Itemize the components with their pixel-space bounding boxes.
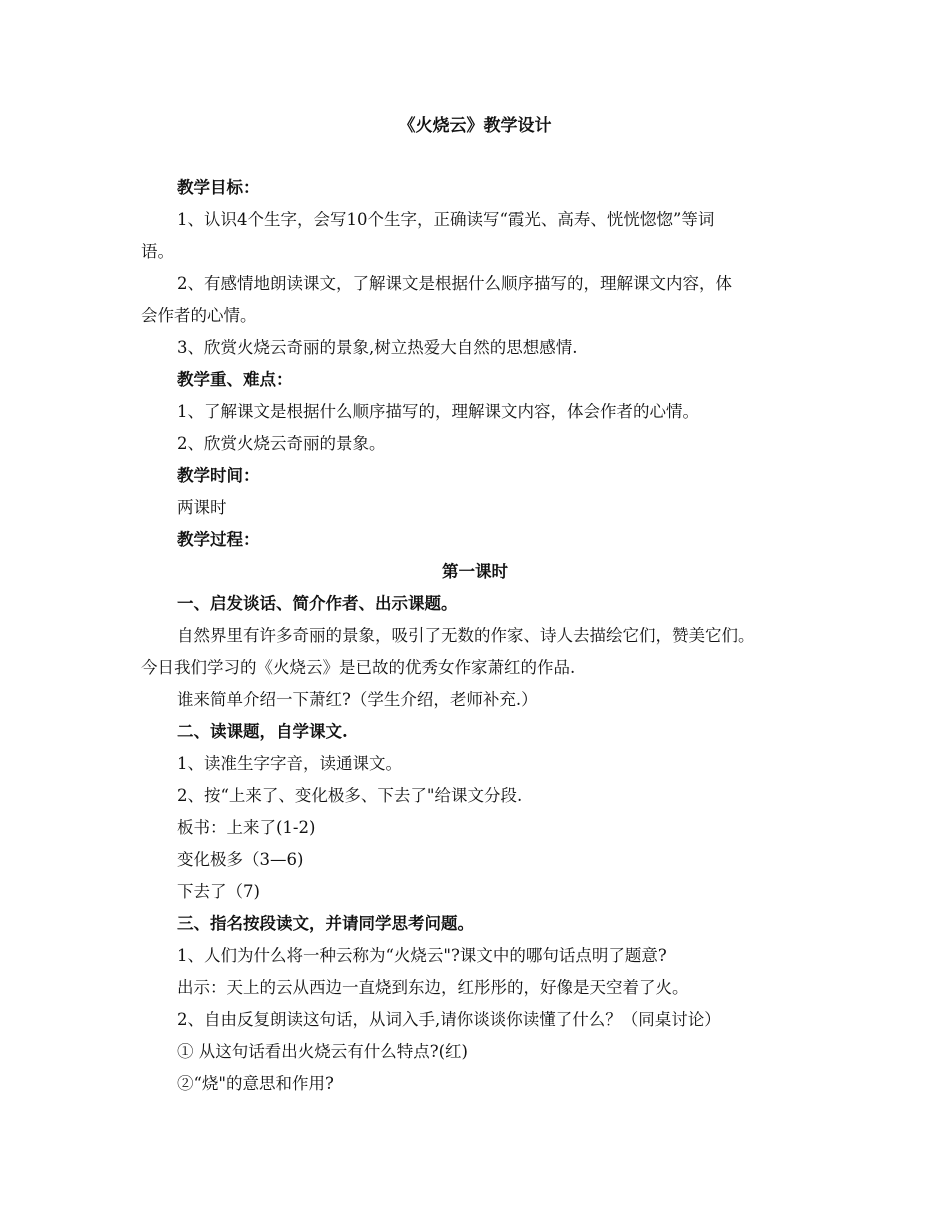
paragraph-goal-1-line-1: 1、认识4个生字，会写10个生字，正确读写“霞光、高寿、恍恍惚惚”等词 xyxy=(177,210,715,229)
paragraph-read-1: 1、读准生字字音，读通课文。 xyxy=(177,754,402,773)
paragraph-intro-question: 谁来简单介绍一下萧红?（学生介绍，老师补充.） xyxy=(177,690,538,709)
paragraph-goal-2-line-2: 会作者的心情。 xyxy=(141,306,257,325)
heading-teaching-process: 教学过程： xyxy=(177,530,260,549)
section-heading-2: 二、读课题，自学课文. xyxy=(177,722,348,741)
board-note-2: 变化极多（3—6) xyxy=(177,850,304,869)
paragraph-key-point-2: 2、欣赏火烧云奇丽的景象。 xyxy=(177,434,386,453)
document-title: 《火烧云》教学设计 xyxy=(398,116,552,136)
paragraph-intro-line-2: 今日我们学习的《火烧云》是已故的优秀女作家萧红的作品. xyxy=(141,658,576,677)
paragraph-key-point-1: 1、了解课文是根据什么顺序描写的，理解课文内容，体会作者的心情。 xyxy=(177,402,699,421)
paragraph-intro-line-1: 自然界里有许多奇丽的景象，吸引了无数的作家、诗人去描绘它们，赞美它们。 xyxy=(177,626,755,645)
paragraph-teaching-time: 两课时 xyxy=(177,498,227,517)
paragraph-goal-3: 3、欣赏火烧云奇丽的景象,树立热爱大自然的思想感情. xyxy=(177,338,578,357)
heading-first-lesson: 第一课时 xyxy=(442,562,508,581)
paragraph-read-2: 2、按“上来了、变化极多、下去了"给课文分段. xyxy=(177,786,523,805)
paragraph-question-2: 2、自由反复朗读这句话，从词入手,请你谈谈你读懂了什么？（同桌讨论） xyxy=(177,1010,721,1029)
heading-teaching-time: 教学时间： xyxy=(177,466,260,485)
heading-key-points: 教学重、难点： xyxy=(177,370,293,389)
paragraph-goal-2-line-1: 2、有感情地朗读课文，了解课文是根据什么顺序描写的，理解课文内容，体 xyxy=(177,274,732,293)
board-note-1: 板书：上来了(1-2) xyxy=(177,818,316,837)
paragraph-goal-1-line-2: 语。 xyxy=(141,242,174,261)
board-note-3: 下去了（7) xyxy=(177,882,260,901)
heading-teaching-goals: 教学目标： xyxy=(177,178,260,197)
paragraph-show-sentence: 出示：天上的云从西边一直烧到东边，红彤彤的，好像是天空着了火。 xyxy=(177,978,689,997)
section-heading-3: 三、指名按段读文，并请同学思考问题。 xyxy=(177,914,474,933)
paragraph-question-1: 1、人们为什么将一种云称为“火烧云"?课文中的哪句话点明了题意? xyxy=(177,946,667,965)
paragraph-subquestion-1: ① 从这句话看出火烧云有什么特点?(红) xyxy=(177,1042,468,1061)
section-heading-1: 一、启发谈话、简介作者、出示课题。 xyxy=(177,594,458,613)
paragraph-subquestion-2: ②“烧"的意思和作用? xyxy=(177,1074,334,1093)
